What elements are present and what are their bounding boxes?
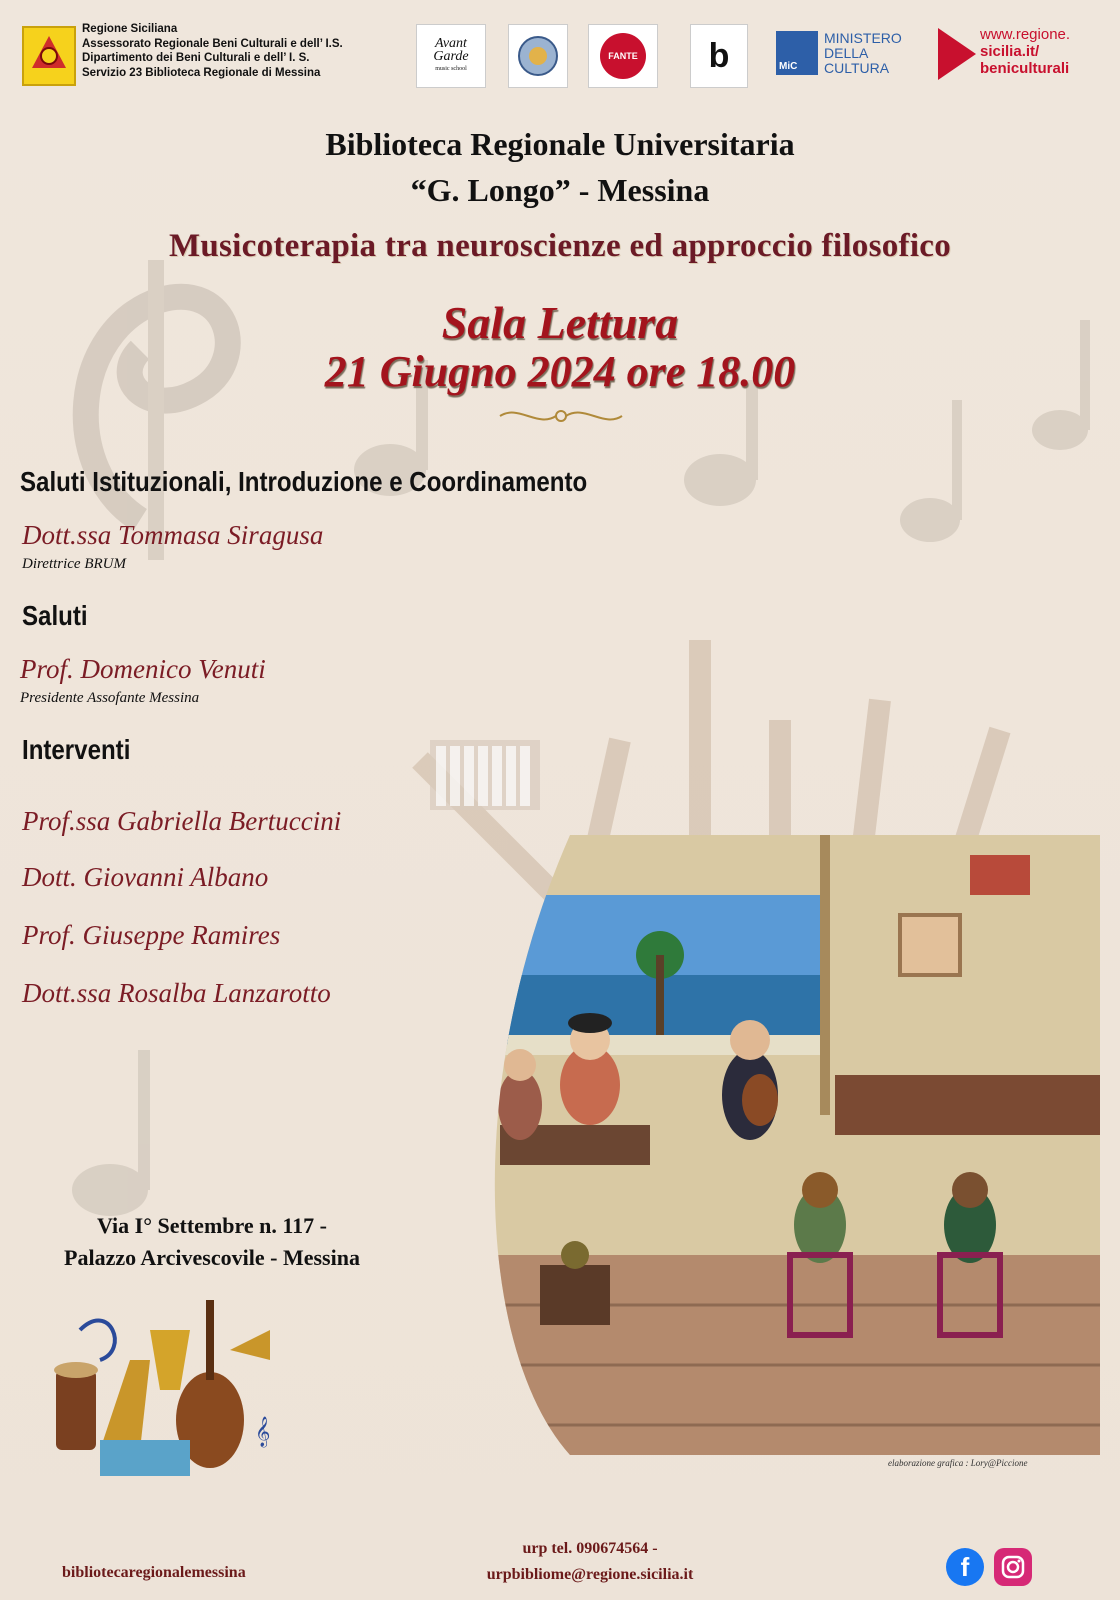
ministero-cultura-logo <box>776 26 906 80</box>
instruments-illustration <box>40 1290 280 1480</box>
speaker-name-lanzarotto: Dott.ssa Rosalba Lanzarotto <box>22 978 331 1008</box>
assofante-logo <box>588 24 658 88</box>
event-title: Musicoterapia tra neuroscienze ed approccio filosofico <box>168 228 952 264</box>
social-handle: bibliotecaregionalemessina <box>62 1564 246 1581</box>
event-address <box>32 1210 392 1274</box>
venue-title: Sala Lettura <box>441 297 679 348</box>
assofante-badge: FANTE <box>600 33 646 79</box>
ornament-divider-icon <box>498 402 624 430</box>
regione-header-text <box>82 22 343 80</box>
speaker-name-venuti: Prof. Domenico Venuti <box>20 654 266 684</box>
regione-line-1: Regione Siciliana <box>82 23 178 35</box>
library-title: Biblioteca Regionale Universitaria <box>325 126 795 162</box>
avant-garde-logo <box>416 24 486 88</box>
painting-illustration <box>460 835 1100 1455</box>
regione-line-3: Dipartimento dei Beni Culturali e dell’ I. S. <box>82 52 310 64</box>
mic-line-3: CULTURA <box>824 59 890 76</box>
mic-box: MiC <box>776 31 818 75</box>
event-datetime: 21 Giugno 2024 ore 18.00 <box>324 347 796 396</box>
speaker-role-siragusa: Direttrice BRUM <box>22 556 126 572</box>
sicilia-line-1: www.regione. <box>980 26 1071 43</box>
speaker-name-ramires: Prof. Giuseppe Ramires <box>22 920 281 950</box>
mic-line-2: DELLA <box>824 44 869 61</box>
contact-email[interactable]: urpbibliome@regione.sicilia.it <box>486 1566 694 1583</box>
svg-text:𝄞: 𝄞 <box>255 1417 271 1446</box>
library-subtitle: “G. Longo” - Messina <box>410 172 710 208</box>
address-line-2: Palazzo Arcivescovile - Messina <box>64 1245 360 1270</box>
conservatorio-logo <box>690 24 748 88</box>
sicilia-line-3: beniculturali <box>980 60 1070 77</box>
regione-sicilia-beniculturali-logo <box>938 24 1088 80</box>
section-heading-saluti-istituzionali: Saluti Istituzionali, Introduzione e Coordinamento <box>20 466 588 497</box>
section-heading-interventi: Interventi <box>22 734 131 765</box>
facebook-icon[interactable]: f <box>946 1548 984 1586</box>
speaker-name-siragusa: Dott.ssa Tommasa Siragusa <box>22 520 324 550</box>
regione-line-2: Assessorato Regionale Beni Culturali e dell’ I.S. <box>82 37 343 50</box>
address-line-1: Via I° Settembre n. 117 - <box>96 1213 327 1238</box>
ordine-medici-logo <box>508 24 568 88</box>
conservatorio-letter: b <box>708 36 730 75</box>
mic-line-1: MINISTERO <box>824 29 902 46</box>
regione-siciliana-logo <box>22 26 76 86</box>
sicilia-line-2: sicilia.it/ <box>980 43 1040 60</box>
avant-garde-name: Avant Garde <box>433 35 469 64</box>
graphic-credit: elaborazione grafica : Lory@Piccione <box>888 1458 1028 1468</box>
avant-garde-sub: music school <box>435 65 467 72</box>
contact-phone: urp tel. 090674564 - <box>522 1540 658 1557</box>
speaker-role-venuti: Presidente Assofante Messina <box>20 690 200 706</box>
instagram-icon[interactable] <box>994 1548 1032 1586</box>
section-heading-saluti: Saluti <box>22 600 88 631</box>
speaker-name-albano: Dott. Giovanni Albano <box>22 862 269 892</box>
sicilia-triangle-icon <box>938 28 976 80</box>
regione-line-4: Servizio 23 Biblioteca Regionale di Messina <box>82 66 321 79</box>
speaker-name-bertuccini: Prof.ssa Gabriella Bertuccini <box>22 806 342 836</box>
